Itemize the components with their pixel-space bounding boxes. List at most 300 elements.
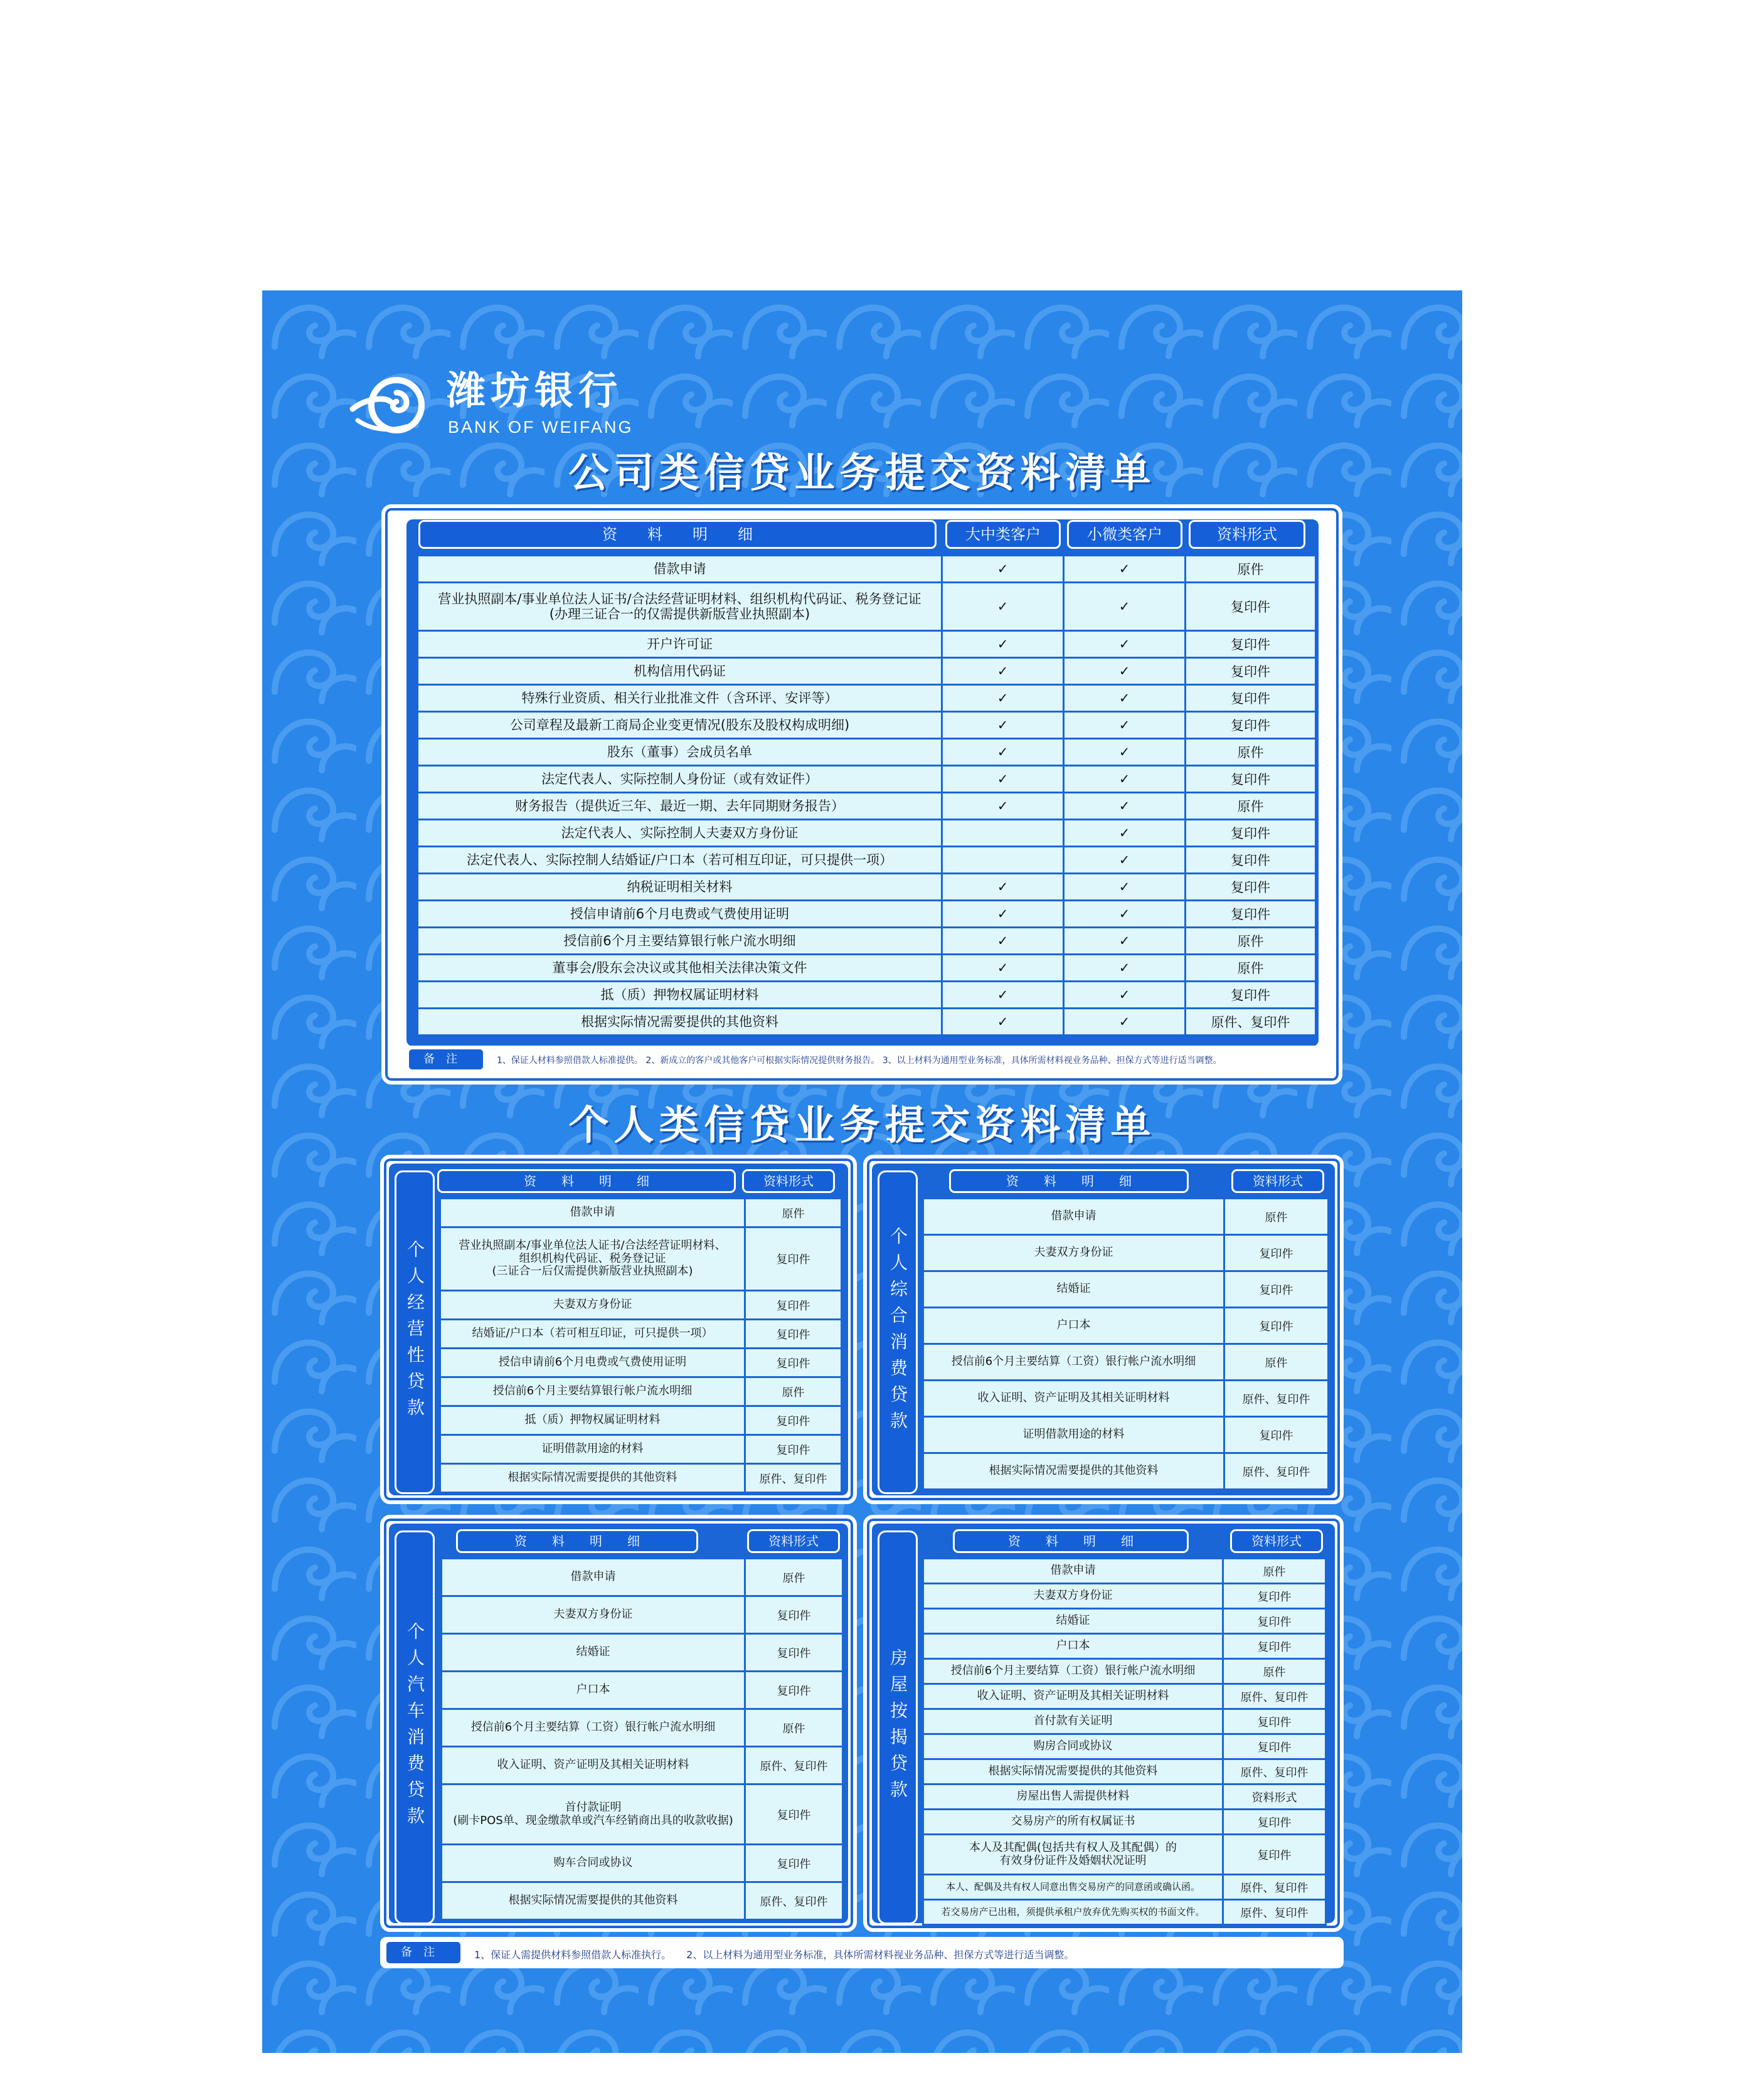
form-cell: 复印件 xyxy=(1186,874,1316,901)
form-cell: 原件 xyxy=(745,1377,842,1406)
large-client-check-icon: ✓ xyxy=(942,793,1064,820)
small-client-check-icon: ✓ xyxy=(1064,766,1186,793)
auto-loan-panel xyxy=(380,1515,857,1932)
item-cell xyxy=(442,1672,745,1709)
cell-text-line: 董事会/股东会决议或其他相关法律决策文件 xyxy=(552,960,807,975)
corporate-header-detail: 资 料 明 细 xyxy=(420,522,935,547)
form-cell: 复印件 xyxy=(745,1596,843,1634)
item-cell xyxy=(923,1659,1223,1684)
bank-logo xyxy=(346,369,672,442)
table-row xyxy=(418,928,1316,955)
cell-text-line: 根据实际情况需要提供的其他资料 xyxy=(988,1764,1158,1778)
table-row xyxy=(418,820,1316,847)
cell-text-line: 法定代表人、实际控制人结婚证/户口本（若可相互印证，可只提供一项） xyxy=(466,852,893,867)
form-cell: 原件、复印件 xyxy=(1223,1759,1326,1784)
consumer-header-form: 资料形式 xyxy=(1233,1171,1322,1191)
corporate-table xyxy=(417,554,1317,1036)
table-row xyxy=(418,901,1316,928)
cell-text-line: 有效身份证件及婚姻状况证明 xyxy=(999,1853,1147,1867)
table-row xyxy=(923,1308,1329,1344)
item-cell xyxy=(923,1759,1223,1784)
cell-text-line: 授信前6个月主要结算银行帐户流水明细 xyxy=(563,933,796,948)
cell-text-line: 股东（董事）会成员名单 xyxy=(607,744,752,760)
form-cell: 复印件 xyxy=(1186,685,1316,712)
item-cell xyxy=(440,1406,745,1435)
table-row xyxy=(923,1235,1329,1271)
form-cell: 复印件 xyxy=(1223,1709,1326,1734)
small-client-check-icon: ✓ xyxy=(1064,901,1186,928)
small-client-check-icon: ✓ xyxy=(1064,739,1186,766)
table-row xyxy=(418,631,1316,658)
table-row xyxy=(442,1784,843,1845)
cell-text-line: 结婚证 xyxy=(576,1645,610,1659)
form-cell: 原件 xyxy=(1186,955,1316,982)
form-cell: 原件 xyxy=(745,1559,843,1596)
form-cell: 复印件 xyxy=(1186,712,1316,739)
cell-text-line: 根据实际情况需要提供的其他资料 xyxy=(508,1894,678,1907)
form-cell: 复印件 xyxy=(1186,982,1316,1009)
cell-text-line: 机构信用代码证 xyxy=(634,663,726,679)
item-cell xyxy=(923,1875,1223,1900)
item-cell xyxy=(923,1634,1223,1659)
form-cell: 复印件 xyxy=(745,1634,843,1672)
form-cell: 复印件 xyxy=(1186,658,1316,685)
table-row xyxy=(923,1734,1326,1759)
table-row xyxy=(418,685,1316,712)
business-loan-table xyxy=(439,1197,842,1493)
form-cell: 复印件 xyxy=(745,1349,842,1377)
cell-text-line: 借款申请 xyxy=(1051,1209,1097,1223)
table-row xyxy=(418,793,1316,820)
table-row xyxy=(440,1291,842,1320)
form-cell: 复印件 xyxy=(1186,820,1316,847)
cell-text-line: 营业执照副本/事业单位法人证书/合法经营证明材料、组织机构代码证、税务登记证 xyxy=(438,591,921,607)
small-client-check-icon: ✓ xyxy=(1064,955,1186,982)
item-cell xyxy=(923,1734,1223,1759)
cell-text-line: 结婚证/户口本（若可相互印证，可只提供一项） xyxy=(472,1327,713,1340)
table-row xyxy=(440,1406,842,1435)
item-cell xyxy=(418,631,942,658)
large-client-check-icon: ✓ xyxy=(942,982,1064,1009)
cell-text-line: 根据实际情况需要提供的其他资料 xyxy=(507,1471,677,1485)
cell-text-line: 授信前6个月主要结算银行帐户流水明细 xyxy=(492,1384,693,1398)
small-client-check-icon: ✓ xyxy=(1064,583,1186,631)
item-cell xyxy=(418,556,942,583)
item-cell xyxy=(418,955,942,982)
form-cell: 复印件 xyxy=(1224,1417,1329,1453)
table-row xyxy=(923,1759,1326,1784)
form-cell: 原件 xyxy=(1186,739,1316,766)
cell-text-line: 证明借款用途的材料 xyxy=(1022,1428,1125,1441)
mortgage-loan-label: 房屋按揭贷款 xyxy=(879,1532,916,1922)
table-row xyxy=(923,1900,1326,1925)
table-row xyxy=(923,1709,1326,1734)
small-client-check-icon: ✓ xyxy=(1064,712,1186,739)
form-cell: 原件、复印件 xyxy=(1223,1875,1326,1900)
item-cell xyxy=(923,1559,1223,1584)
personal-note-label: 备注 xyxy=(386,1942,460,1963)
table-row xyxy=(923,1417,1329,1453)
corporate-note-label: 备注 xyxy=(409,1049,483,1069)
table-row xyxy=(418,847,1316,874)
table-row xyxy=(442,1596,843,1634)
large-client-check-icon: ✓ xyxy=(942,739,1064,766)
table-row xyxy=(923,1609,1326,1634)
cell-text-line: 户口本 xyxy=(1056,1318,1091,1332)
item-cell xyxy=(923,1308,1224,1344)
item-cell xyxy=(442,1784,745,1845)
cell-text-line: 收入证明、资产证明及其相关证明材料 xyxy=(497,1758,689,1772)
table-row xyxy=(442,1559,843,1596)
business-loan-panel xyxy=(380,1155,857,1504)
form-cell: 资料形式 xyxy=(1223,1784,1326,1810)
form-cell: 复印件 xyxy=(1223,1609,1326,1634)
large-client-check-icon: ✓ xyxy=(942,556,1064,583)
large-client-check-icon: ✓ xyxy=(942,901,1064,928)
form-cell: 复印件 xyxy=(1186,631,1316,658)
item-cell xyxy=(418,1009,942,1036)
item-cell xyxy=(440,1435,745,1464)
cell-text-line: 首付款有关证明 xyxy=(1033,1714,1113,1728)
cell-text-line: 夫妻双方身份证 xyxy=(553,1608,633,1621)
bank-name-cn: 潍坊银行 xyxy=(447,368,623,413)
table-row xyxy=(923,1584,1326,1609)
cell-text-line: 授信前6个月主要结算（工资）银行帐户流水明细 xyxy=(470,1721,716,1734)
mortgage-header-detail: 资 料 明 细 xyxy=(955,1531,1187,1551)
table-row xyxy=(418,874,1316,901)
item-cell xyxy=(440,1228,745,1291)
form-cell: 原件 xyxy=(1224,1199,1329,1235)
item-cell xyxy=(923,1453,1224,1490)
cell-text-line: 根据实际情况需要提供的其他资料 xyxy=(989,1464,1159,1478)
item-cell xyxy=(923,1810,1223,1835)
item-cell xyxy=(923,1381,1224,1417)
cell-text-line: 授信申请前6个月电费或气费使用证明 xyxy=(570,906,790,921)
item-cell xyxy=(440,1199,745,1228)
cell-text-line: 开户许可证 xyxy=(647,636,713,652)
cell-text-line: 交易房产的所有权属证书 xyxy=(1011,1815,1135,1828)
form-cell: 复印件 xyxy=(1224,1308,1329,1344)
mortgage-loan-panel xyxy=(863,1515,1344,1932)
table-row xyxy=(440,1320,842,1349)
corporate-title: 公司类信贷业务提交资料清单 xyxy=(568,450,1156,497)
item-cell xyxy=(923,1199,1224,1235)
item-cell xyxy=(923,1784,1223,1810)
form-cell: 复印件 xyxy=(1186,901,1316,928)
cell-text-line: 夫妻双方身份证 xyxy=(1034,1246,1113,1259)
consumer-loan-label: 个人综合消费贷款 xyxy=(879,1172,916,1492)
table-row xyxy=(418,583,1316,631)
item-cell xyxy=(923,1417,1224,1453)
cell-text-line: 若交易房产已出租，须提供承租户放弃优先购买权的书面文件。 xyxy=(941,1906,1205,1917)
item-cell xyxy=(923,1235,1224,1271)
large-client-check-icon: ✓ xyxy=(942,955,1064,982)
item-cell xyxy=(442,1596,745,1634)
personal-note-text: 1、保证人需提供材料参照借款人标准执行。 2、以上材料为通用型业务标准，具体所需材料视业务品种、担保方式等进行适当调整。 xyxy=(474,1949,1075,1961)
item-cell xyxy=(418,712,942,739)
item-cell xyxy=(418,793,942,820)
item-cell xyxy=(442,1559,745,1596)
item-cell xyxy=(440,1377,745,1406)
form-cell: 复印件 xyxy=(745,1406,842,1435)
large-client-check-icon: ✓ xyxy=(942,712,1064,739)
mortgage-header-form: 资料形式 xyxy=(1232,1531,1321,1551)
form-cell: 原件 xyxy=(745,1709,843,1747)
form-cell: 原件、复印件 xyxy=(1223,1684,1326,1709)
form-cell: 原件、复印件 xyxy=(1186,1009,1316,1036)
auto-loan-label: 个人汽车消费贷款 xyxy=(396,1532,433,1922)
item-cell xyxy=(440,1291,745,1320)
form-cell: 原件 xyxy=(1223,1659,1326,1684)
item-cell xyxy=(923,1709,1223,1734)
large-client-check-icon: ✓ xyxy=(942,874,1064,901)
cell-text-line: 夫妻双方身份证 xyxy=(1033,1589,1113,1603)
table-row xyxy=(418,766,1316,793)
cell-text-line: 户口本 xyxy=(1056,1639,1090,1653)
item-cell xyxy=(418,658,942,685)
auto-loan-table xyxy=(440,1557,844,1921)
business-header-form: 资料形式 xyxy=(744,1171,833,1191)
cell-text-line: 抵（质）押物权属证明材料 xyxy=(600,987,759,1002)
large-client-check-icon: ✓ xyxy=(942,685,1064,712)
item-cell xyxy=(418,874,942,901)
small-client-check-icon: ✓ xyxy=(1064,631,1186,658)
cell-text-line: 购车合同或协议 xyxy=(553,1856,633,1870)
personal-note xyxy=(380,1937,1344,1968)
form-cell: 原件 xyxy=(1186,928,1316,955)
consumer-header-detail: 资 料 明 细 xyxy=(951,1171,1187,1191)
small-client-check-icon: ✓ xyxy=(1064,658,1186,685)
form-cell: 复印件 xyxy=(745,1845,843,1882)
large-client-check-icon: ✓ xyxy=(942,631,1064,658)
form-cell: 复印件 xyxy=(745,1672,843,1709)
table-row xyxy=(923,1810,1326,1835)
form-cell: 原件、复印件 xyxy=(745,1464,842,1493)
cell-text-line: 购房合同或协议 xyxy=(1033,1739,1113,1753)
item-cell xyxy=(923,1900,1223,1925)
small-client-check-icon: ✓ xyxy=(1064,982,1186,1009)
table-row xyxy=(923,1453,1329,1490)
table-row xyxy=(923,1199,1329,1235)
item-cell xyxy=(418,820,942,847)
table-row xyxy=(923,1634,1326,1659)
table-row xyxy=(923,1659,1326,1684)
cell-text-line: 法定代表人、实际控制人夫妻双方身份证 xyxy=(561,825,799,841)
form-cell: 复印件 xyxy=(745,1228,842,1291)
item-cell xyxy=(442,1747,745,1784)
item-cell xyxy=(442,1709,745,1747)
cell-text-line: 抵（质）押物权属证明材料 xyxy=(524,1413,661,1427)
corporate-note xyxy=(403,1046,1322,1073)
small-client-check-icon: ✓ xyxy=(1064,685,1186,712)
item-cell xyxy=(418,982,942,1009)
item-cell xyxy=(440,1464,745,1493)
cell-text-line: 纳税证明相关材料 xyxy=(627,879,733,894)
large-client-check-icon xyxy=(942,820,1064,847)
table-row xyxy=(440,1199,842,1228)
table-row xyxy=(418,658,1316,685)
table-row xyxy=(923,1271,1329,1308)
cell-text-line: 证明借款用途的材料 xyxy=(541,1442,644,1456)
table-row xyxy=(418,712,1316,739)
item-cell xyxy=(923,1271,1224,1308)
table-row xyxy=(440,1464,842,1493)
large-client-check-icon: ✓ xyxy=(942,658,1064,685)
small-client-check-icon: ✓ xyxy=(1064,793,1186,820)
form-cell: 复印件 xyxy=(1224,1271,1329,1308)
item-cell xyxy=(442,1882,745,1920)
cell-text-line: 组织机构代码证、税务登记证 xyxy=(519,1251,666,1265)
form-cell: 复印件 xyxy=(1223,1734,1326,1759)
bank-logo-icon xyxy=(346,369,434,442)
form-cell: 原件 xyxy=(1224,1344,1329,1381)
item-cell xyxy=(418,847,942,874)
cell-text-line: 授信申请前6个月电费或气费使用证明 xyxy=(498,1355,687,1369)
table-row xyxy=(923,1875,1326,1900)
form-cell: 原件、复印件 xyxy=(1223,1900,1326,1925)
small-client-check-icon: ✓ xyxy=(1064,1009,1186,1036)
form-cell: 复印件 xyxy=(1186,847,1316,874)
bank-name-en: BANK OF WEIFANG xyxy=(448,418,634,437)
item-cell xyxy=(923,1684,1223,1709)
item-cell xyxy=(440,1349,745,1377)
cell-text-line: 本人及其配偶(包括共有权人及其配偶）的 xyxy=(969,1840,1177,1854)
form-cell: 原件 xyxy=(1186,556,1316,583)
cell-text-line: 法定代表人、实际控制人身份证（或有效证件） xyxy=(541,771,818,787)
corporate-header-large: 大中类客户 xyxy=(947,522,1059,547)
item-cell xyxy=(923,1835,1223,1875)
item-cell xyxy=(440,1320,745,1349)
corporate-note-text: 1、保证人材料参照借款人标准提供。 2、新成立的客户或其他客户可根据实际情况提供财务报告。 3、以上材料为通用型业务标准，具体所需材料视业务品种、担保方式等进行适当调整。 xyxy=(497,1056,1222,1066)
item-cell xyxy=(418,583,942,631)
table-row xyxy=(923,1684,1326,1709)
item-cell xyxy=(418,685,942,712)
item-cell xyxy=(418,766,942,793)
item-cell xyxy=(418,901,942,928)
small-client-check-icon: ✓ xyxy=(1064,847,1186,874)
cell-text-line: 本人、配偶及共有权人同意出售交易房产的同意函或确认函。 xyxy=(945,1880,1200,1892)
cell-text-line: 公司章程及最新工商局企业变更情况(股东及股权构成明细) xyxy=(509,717,850,733)
table-row xyxy=(440,1228,842,1291)
cell-text-line: 房屋出售人需提供材料 xyxy=(1016,1790,1130,1803)
table-row xyxy=(440,1377,842,1406)
mortgage-loan-table xyxy=(922,1557,1327,1926)
table-row xyxy=(442,1634,843,1672)
cell-text-line: 营业执照副本/事业单位法人证书/合法经营证明材料、 xyxy=(459,1238,726,1252)
cell-text-line: 夫妻双方身份证 xyxy=(553,1298,632,1312)
business-loan-label: 个人经营性贷款 xyxy=(396,1172,433,1492)
form-cell: 原件、复印件 xyxy=(745,1882,843,1920)
business-header-detail: 资 料 明 细 xyxy=(439,1171,734,1191)
table-row xyxy=(442,1882,843,1920)
cell-text-line: 收入证明、资产证明及其相关证明材料 xyxy=(977,1391,1170,1405)
table-row xyxy=(923,1381,1329,1417)
form-cell: 复印件 xyxy=(1223,1584,1326,1609)
table-row xyxy=(923,1344,1329,1381)
form-cell: 复印件 xyxy=(1223,1810,1326,1835)
auto-header-detail: 资 料 明 细 xyxy=(458,1531,696,1551)
form-cell: 原件 xyxy=(1223,1559,1326,1584)
cell-text-line: (刷卡POS单、现金缴款单或汽车经销商出具的收款收据) xyxy=(453,1813,733,1827)
item-cell xyxy=(418,739,942,766)
personal-title: 个人类信贷业务提交资料清单 xyxy=(568,1103,1156,1149)
cell-text-line: 户口本 xyxy=(576,1683,610,1697)
table-row xyxy=(923,1784,1326,1810)
form-cell: 原件、复印件 xyxy=(1224,1453,1329,1490)
cell-text-line: 借款申请 xyxy=(570,1206,615,1219)
consumer-loan-panel xyxy=(863,1155,1344,1504)
form-cell: 复印件 xyxy=(1186,766,1316,793)
auto-header-form: 资料形式 xyxy=(749,1531,838,1551)
table-row xyxy=(442,1845,843,1882)
table-row xyxy=(442,1709,843,1747)
corporate-header-small: 小微类客户 xyxy=(1069,522,1181,547)
item-cell xyxy=(923,1584,1223,1609)
large-client-check-icon: ✓ xyxy=(942,1009,1064,1036)
form-cell: 原件、复印件 xyxy=(745,1747,843,1784)
form-cell: 复印件 xyxy=(745,1291,842,1320)
cell-text-line: 结婚证 xyxy=(1056,1614,1090,1628)
corporate-header-form: 资料形式 xyxy=(1191,522,1304,547)
table-row xyxy=(418,739,1316,766)
item-cell xyxy=(923,1344,1224,1381)
cell-text-line: 借款申请 xyxy=(1050,1564,1096,1578)
table-row xyxy=(418,556,1316,583)
small-client-check-icon: ✓ xyxy=(1064,874,1186,901)
form-cell: 原件 xyxy=(1186,793,1316,820)
cell-text-line: 财务报告（提供近三年、最近一期、去年同期财务报告） xyxy=(515,798,844,814)
item-cell xyxy=(923,1609,1223,1634)
table-row xyxy=(442,1672,843,1709)
item-cell xyxy=(442,1634,745,1672)
cell-text-line: 结婚证 xyxy=(1056,1282,1091,1296)
item-cell xyxy=(418,928,942,955)
large-client-check-icon: ✓ xyxy=(942,766,1064,793)
cell-text-line: 根据实际情况需要提供的其他资料 xyxy=(581,1014,778,1029)
cell-text-line: 借款申请 xyxy=(570,1570,616,1584)
cell-text-line: 收入证明、资产证明及其相关证明材料 xyxy=(977,1689,1169,1703)
table-row xyxy=(418,955,1316,982)
table-row xyxy=(440,1349,842,1377)
large-client-check-icon xyxy=(942,847,1064,874)
form-cell: 复印件 xyxy=(1223,1835,1326,1875)
large-client-check-icon: ✓ xyxy=(942,928,1064,955)
consumer-loan-table xyxy=(922,1197,1329,1490)
large-client-check-icon: ✓ xyxy=(942,583,1064,631)
small-client-check-icon: ✓ xyxy=(1064,928,1186,955)
corporate-panel xyxy=(381,504,1342,1084)
item-cell xyxy=(442,1845,745,1882)
cell-text-line: 首付款证明 xyxy=(565,1800,622,1814)
cell-text-line: 授信前6个月主要结算（工资）银行帐户流水明细 xyxy=(951,1355,1196,1369)
table-row xyxy=(440,1435,842,1464)
form-cell: 复印件 xyxy=(1186,583,1316,631)
form-cell: 复印件 xyxy=(1224,1235,1329,1271)
table-row xyxy=(418,1009,1316,1036)
table-row xyxy=(418,982,1316,1009)
table-row xyxy=(442,1747,843,1784)
cell-text-line: 特殊行业资质、相关行业批准文件（含环评、安评等） xyxy=(521,690,838,706)
form-cell: 复印件 xyxy=(1223,1634,1326,1659)
small-client-check-icon: ✓ xyxy=(1064,820,1186,847)
table-row xyxy=(923,1835,1326,1875)
cell-text-line: (三证合一后仅需提供新版营业执照副本) xyxy=(492,1265,693,1278)
cell-text-line: 借款申请 xyxy=(653,561,706,576)
table-row xyxy=(923,1559,1326,1584)
form-cell: 原件 xyxy=(745,1199,842,1228)
form-cell: 原件、复印件 xyxy=(1224,1381,1329,1417)
form-cell: 复印件 xyxy=(745,1320,842,1349)
